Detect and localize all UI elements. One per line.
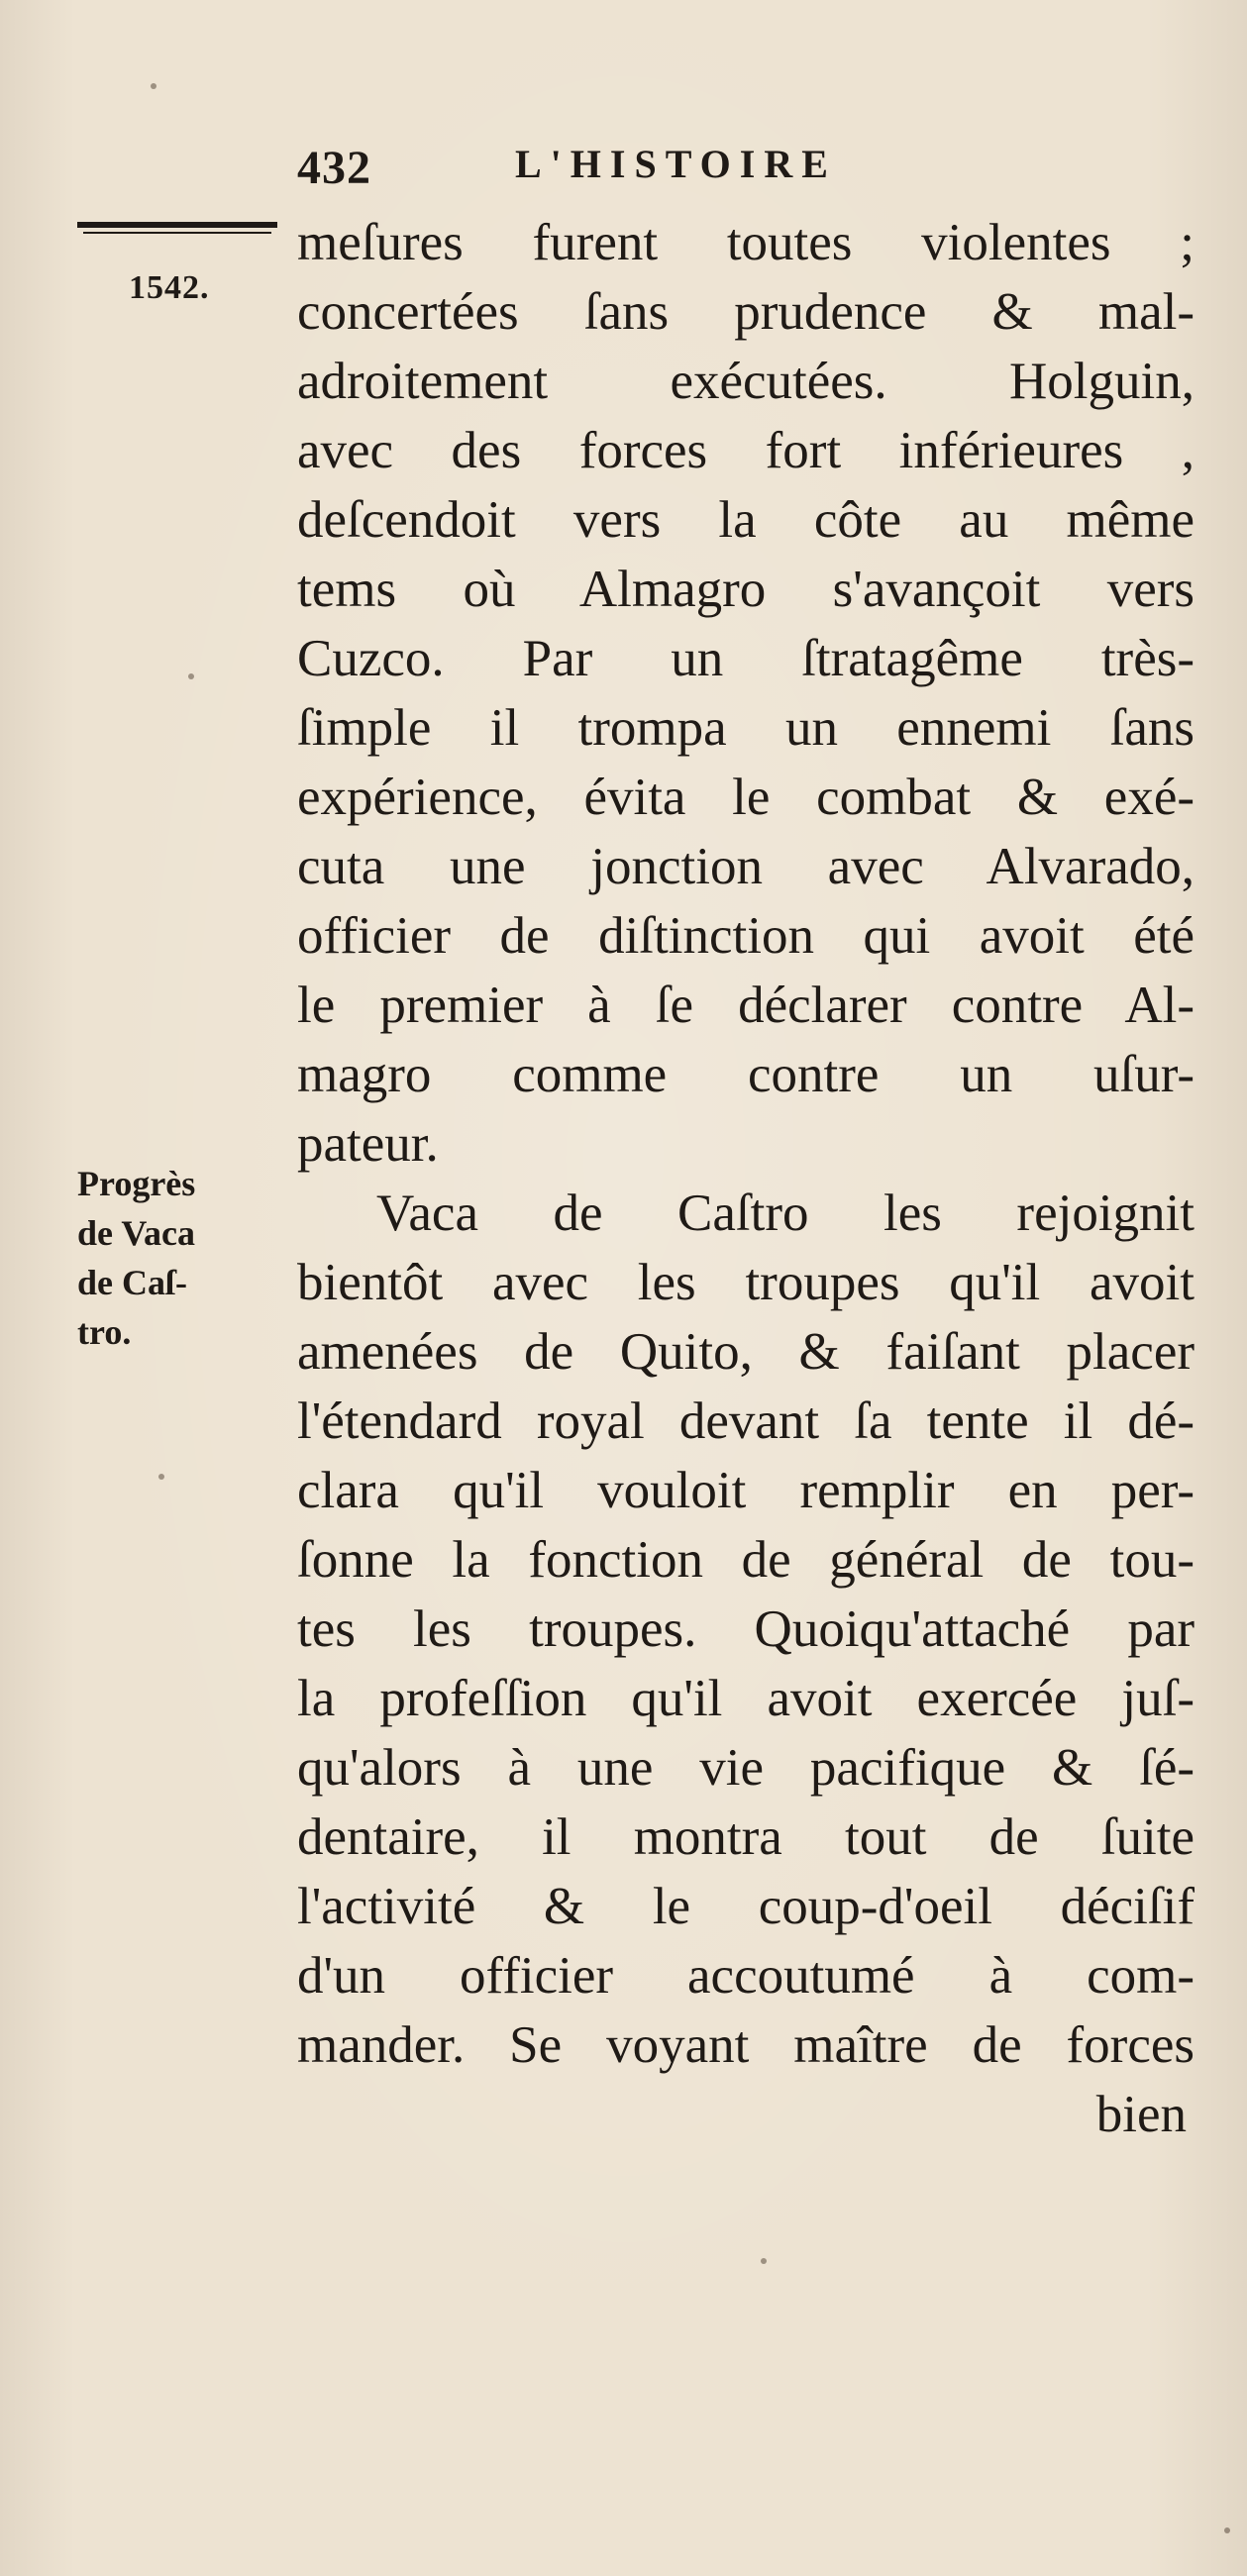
text-line: adroitement exécutées. Holguin, xyxy=(297,353,1195,410)
text-line: pateur. xyxy=(297,1115,439,1173)
paper-speck xyxy=(158,1474,164,1480)
text-line: expérience, évita le combat & exé- xyxy=(297,769,1195,826)
margin-note-line: de Caſ- xyxy=(77,1263,187,1302)
text-line: Cuzco. Par un ſtratagême très- xyxy=(297,630,1195,687)
header-rule-thick xyxy=(77,222,277,228)
text-line: officier de diſtinction qui avoit été xyxy=(297,907,1195,965)
paper-speck xyxy=(188,673,194,679)
text-line: deſcendoit vers la côte au même xyxy=(297,491,1195,549)
running-head xyxy=(297,141,1050,210)
text-line: le premier à ſe déclarer contre Al- xyxy=(297,977,1195,1034)
text-line: tes les troupes. Quoiqu'attaché par xyxy=(297,1600,1195,1658)
text-line: ſonne la fonction de général de tou- xyxy=(297,1531,1195,1589)
margin-note-line: tro. xyxy=(77,1312,132,1352)
catchword: bien xyxy=(1095,2086,1187,2143)
text-line: amenées de Quito, & faiſant placer xyxy=(297,1323,1195,1381)
margin-year: 1542. xyxy=(129,269,210,306)
margin-note-line: Progrès xyxy=(77,1164,196,1203)
text-line: magro comme contre un uſur- xyxy=(297,1046,1195,1103)
text-line: la profeſſion qu'il avoit exercée juſ- xyxy=(297,1670,1195,1727)
running-title: L'HISTOIRE xyxy=(515,142,837,186)
margin-note-line: de Vaca xyxy=(77,1213,196,1253)
text-line: meſures furent toutes violentes ; xyxy=(297,214,1195,271)
text-line: clara qu'il vouloit remplir en per- xyxy=(297,1462,1195,1519)
text-line: d'un officier accoutumé à com- xyxy=(297,1947,1195,2005)
text-line: bientôt avec les troupes qu'il avoit xyxy=(297,1254,1195,1311)
text-line: Vaca de Caſtro les rejoignit xyxy=(376,1185,1195,1242)
text-line: avec des forces fort inférieures , xyxy=(297,422,1195,479)
text-line: qu'alors à une vie pacifique & ſé- xyxy=(297,1739,1195,1797)
text-line: l'activité & le coup-d'oeil déciſif xyxy=(297,1878,1195,1935)
text-line: cuta une jonction avec Alvarado, xyxy=(297,838,1195,895)
paper-speck xyxy=(761,2258,767,2264)
text-line: dentaire, il montra tout de ſuite xyxy=(297,1808,1195,1866)
text-line: ſimple il trompa un ennemi ſans xyxy=(297,699,1195,757)
paper-speck xyxy=(1224,2527,1230,2533)
header-rule-thin xyxy=(83,232,271,234)
text-line: mander. Se voyant maître de forces xyxy=(297,2016,1195,2074)
text-line: l'étendard royal devant ſa tente il dé- xyxy=(297,1392,1195,1450)
text-line: concertées ſans prudence & mal- xyxy=(297,283,1195,341)
margin-note xyxy=(77,1159,305,1357)
body-text xyxy=(297,208,1195,2149)
page-number: 432 xyxy=(297,142,371,194)
paper-speck xyxy=(151,83,156,89)
header-rule xyxy=(77,222,277,236)
text-line: tems où Almagro s'avançoit vers xyxy=(297,561,1195,618)
